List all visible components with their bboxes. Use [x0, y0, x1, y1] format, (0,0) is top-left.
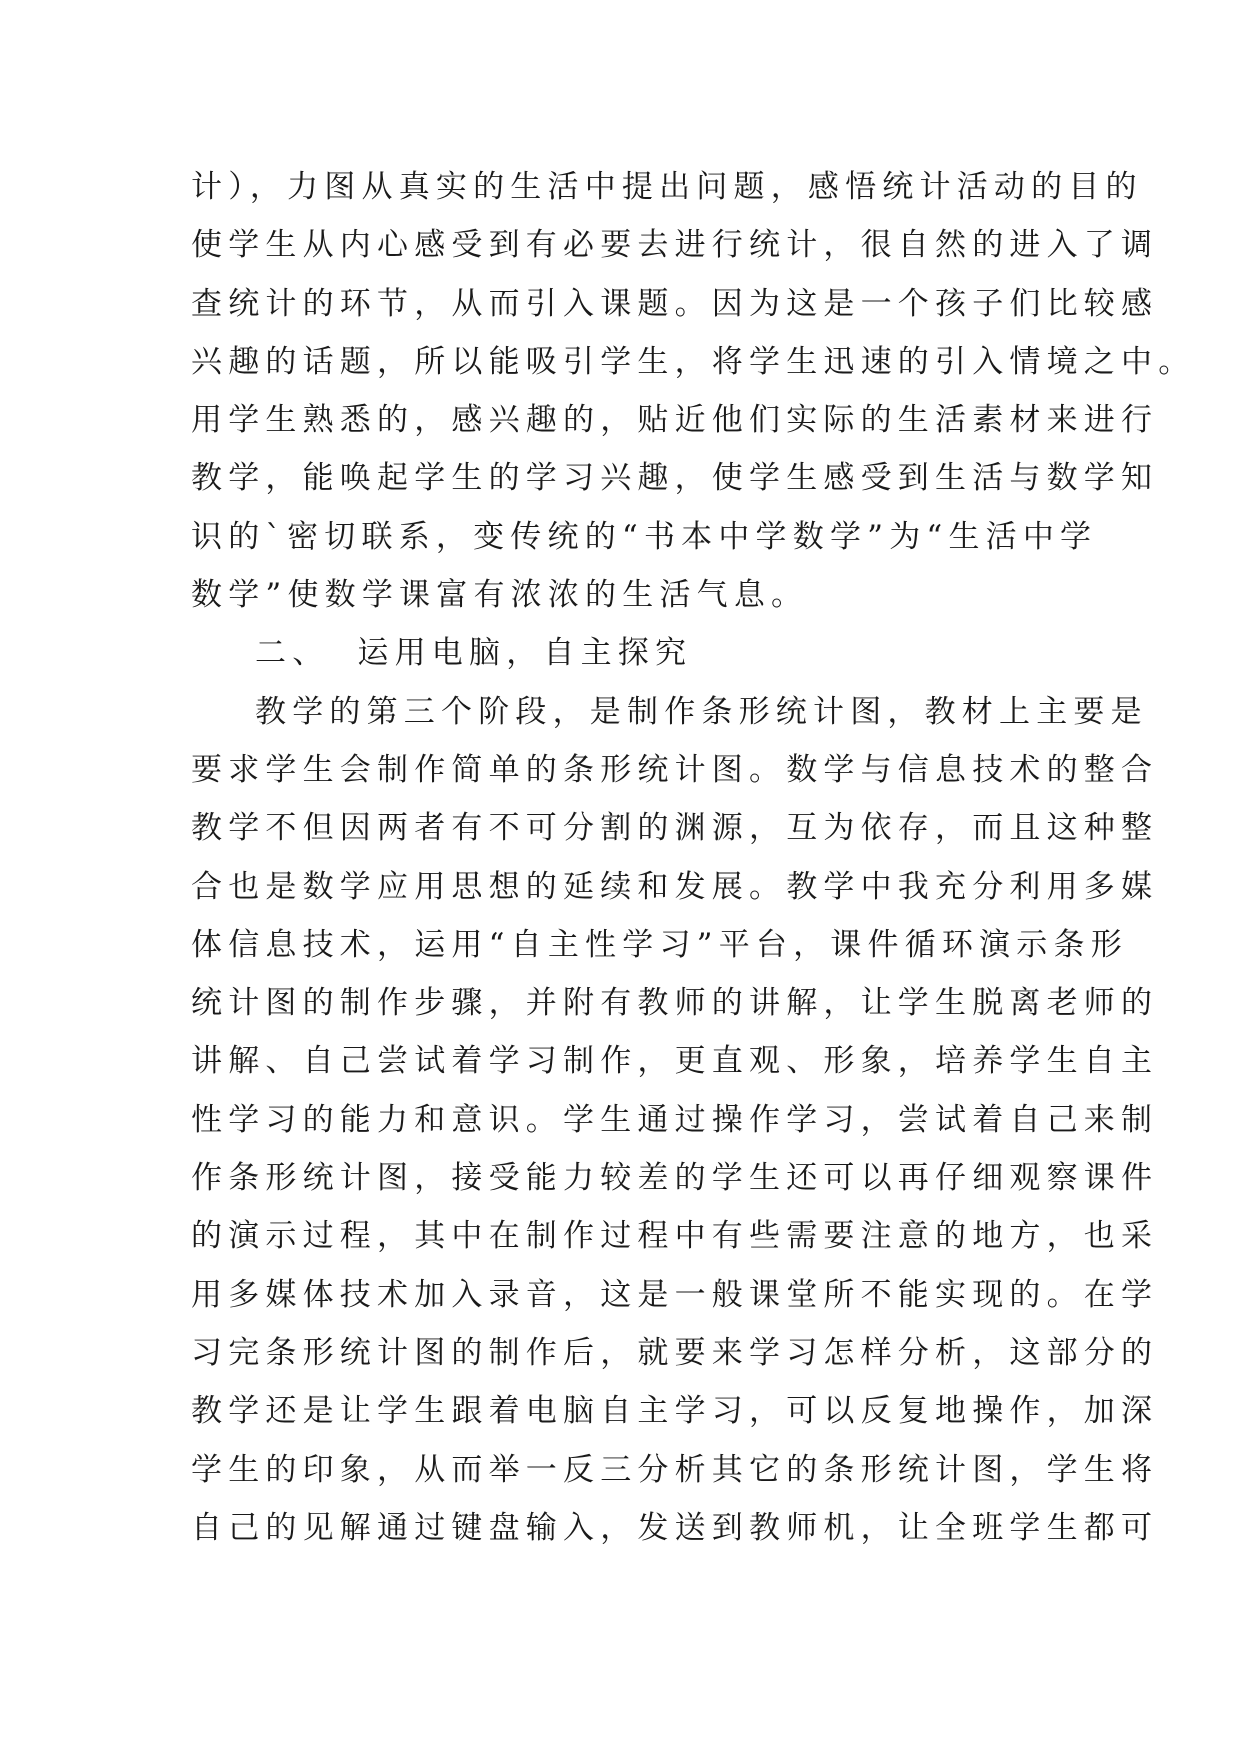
- text-line: 计），力图从真实的生活中提出问题，感悟统计活动的目的: [191, 169, 1143, 205]
- text-line: 体信息技术，运用“自主性学习”平台，课件循环演示条形: [191, 926, 1128, 963]
- text-line: 自己的见解通过键盘输入，发送到教师机，让全班学生都可: [191, 1509, 1159, 1546]
- text-line: 习完条形统计图的制作后，就要来学习怎样分析，这部分的: [191, 1334, 1159, 1371]
- text-line: 学生的印象，从而举一反三分析其它的条形统计图，学生将: [191, 1451, 1159, 1488]
- text-line: 作条形统计图，接受能力较差的学生还可以再仔细观察课件: [191, 1160, 1159, 1197]
- text-line: 用学生熟悉的，感兴趣的，贴近他们实际的生活素材来进行: [191, 402, 1159, 439]
- text-line: 使学生从内心感受到有必要去进行统计，很自然的进入了调: [191, 227, 1159, 264]
- section-heading: [191, 624, 1051, 682]
- text-line: 合也是数学应用思想的延续和发展。教学中我充分利用多媒: [191, 868, 1159, 905]
- text-line: 性学习的能力和意识。学生通过操作学习，尝试着自己来制: [191, 1101, 1159, 1138]
- paragraph-continuation: [191, 158, 1196, 624]
- text-line: 教学的第三个阶段，是制作条形统计图，教材上主要是: [255, 693, 1148, 730]
- text-line: 要求学生会制作简单的条形统计图。数学与信息技术的整合: [191, 751, 1159, 788]
- paragraph-body: [191, 683, 1159, 1557]
- text-line: 讲解、自己尝试着学习制作，更直观、形象，培养学生自主: [191, 1043, 1159, 1080]
- text-line: 教学不但因两者有不可分割的渊源，互为依存，而且这种整: [191, 810, 1159, 847]
- text-line: 统计图的制作步骤，并附有教师的讲解，让学生脱离老师的: [191, 985, 1159, 1022]
- text-line: 查统计的环节，从而引入课题。因为这是一个孩子们比较感: [191, 285, 1159, 322]
- text-line: 用多媒体技术加入录音，这是一般课堂所不能实现的。在学: [191, 1276, 1159, 1313]
- text-line: 的演示过程，其中在制作过程中有些需要注意的地方，也采: [191, 1218, 1159, 1255]
- text-line: 识的`密切联系，变传统的“书本中学数学”为“生活中学: [191, 518, 1098, 555]
- section-title: 运用电脑，自主探究: [357, 635, 693, 672]
- text-line: 数学”使数学课富有浓浓的生活气息。: [191, 577, 809, 614]
- text-line: 教学还是让学生跟着电脑自主学习，可以反复地操作，加深: [191, 1393, 1159, 1430]
- text-line: 兴趣的话题，所以能吸引学生，将学生迅速的引入情境之中。: [191, 343, 1196, 380]
- text-line: 教学，能唤起学生的学习兴趣，使学生感受到生活与数学知: [191, 460, 1159, 497]
- document-page: [191, 158, 1196, 1557]
- section-number: 二、: [255, 635, 330, 672]
